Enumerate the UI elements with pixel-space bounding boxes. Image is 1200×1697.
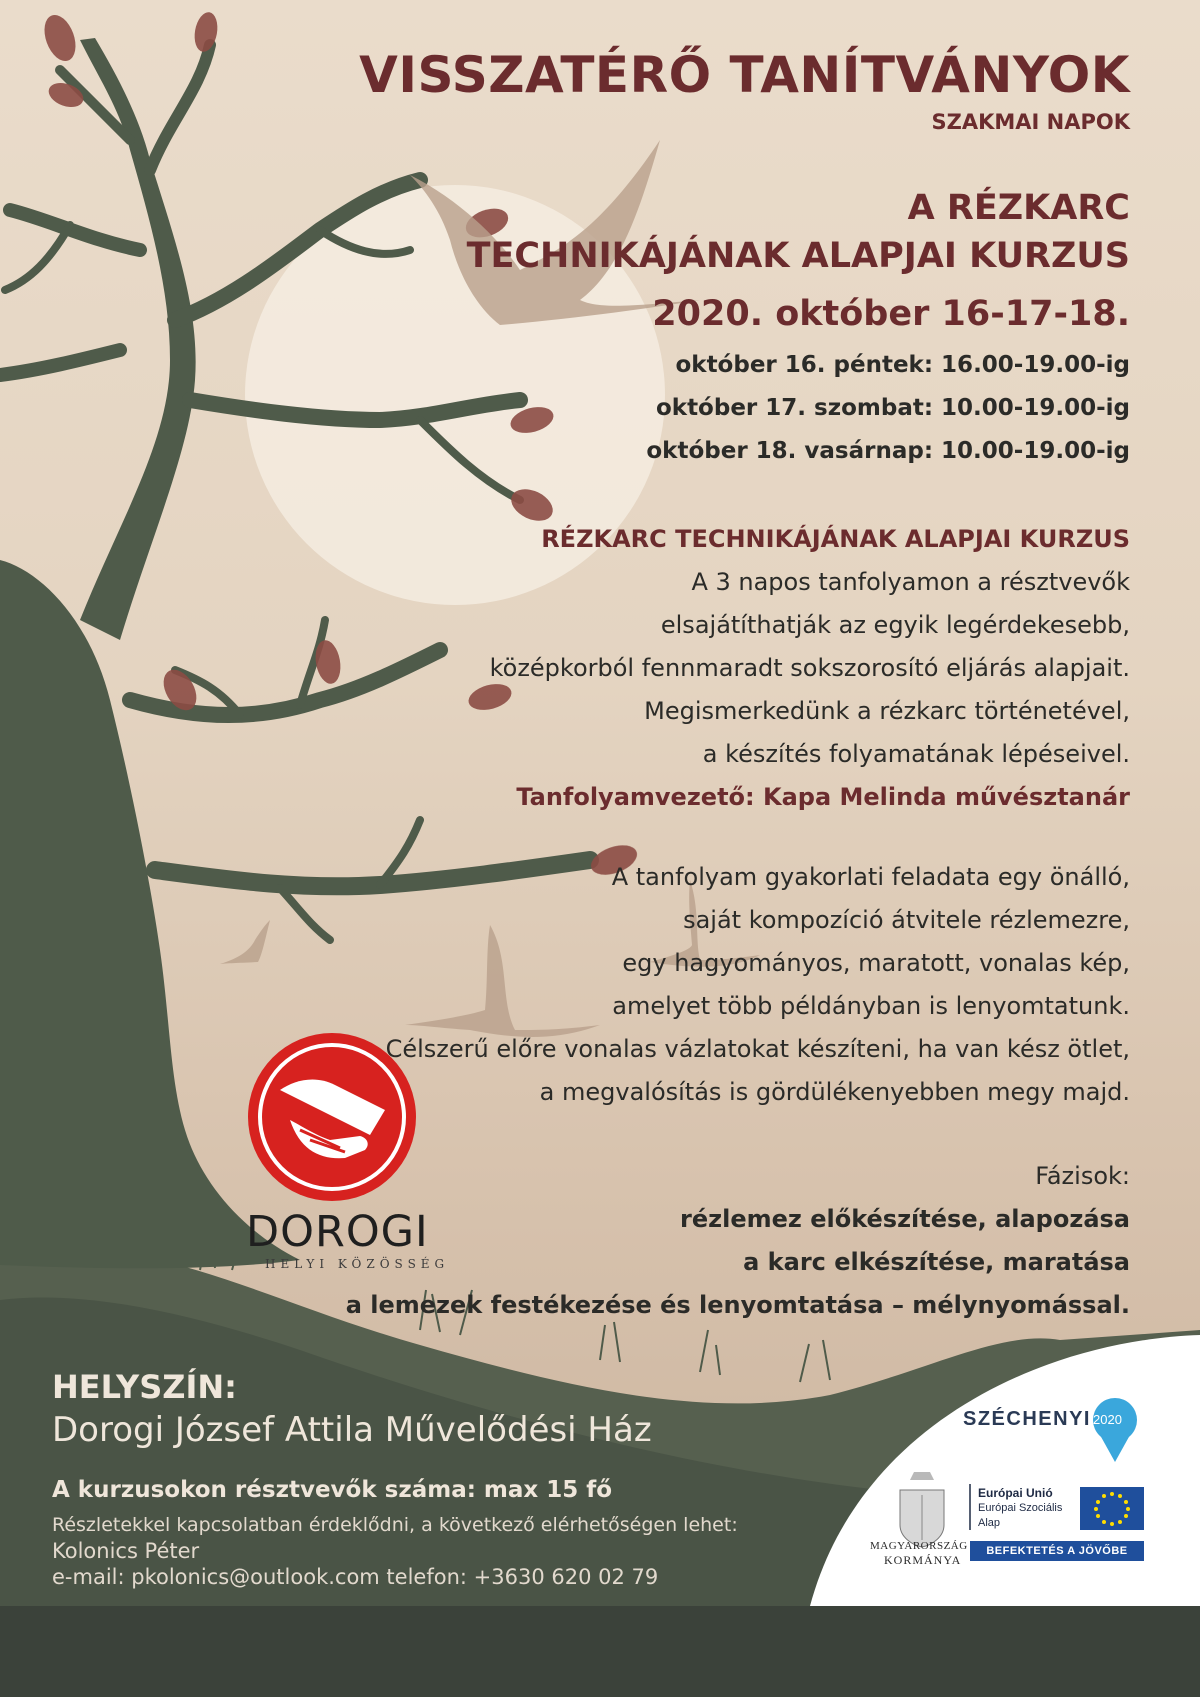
schedule-item: október 18. vasárnap: 10.00-19.00-ig [646,438,1130,464]
poster-title: VISSZATÉRŐ TANÍTVÁNYOK [359,46,1130,104]
phase-item: a lemezek festékezése és lenyomtatása – mélynyomással. [345,1291,1130,1319]
poster-subtitle: SZAKMAI NAPOK [931,110,1130,134]
task-line: amelyet több példányban is lenyomtatunk. [612,992,1130,1020]
description-line: A 3 napos tanfolyamon a résztvevők [691,568,1130,596]
contact-info [52,1512,738,1590]
phases-label: Fázisok: [1035,1162,1130,1190]
description-line: Megismerkedünk a rézkarc történetével, [644,697,1130,725]
contact-name: Kolonics Péter [52,1539,200,1563]
course-title-line: TECHNIKÁJÁNAK ALAPJAI KURZUS [466,236,1130,276]
task-line: Célszerű előre vonalas vázlatokat készíteni, ha van kész ötlet, [385,1035,1130,1063]
phases-list [346,1155,1130,1327]
task-line: saját kompozíció átvitele rézlemezre, [683,906,1130,934]
schedule-item: október 17. szombat: 10.00-19.00-ig [655,395,1130,421]
task-line: egy hagyományos, maratott, vonalas kép, [622,949,1130,977]
course-description [490,518,1130,819]
gov-line: KORMÁNYA [884,1553,962,1567]
task-description [386,856,1130,1114]
phase-item: a karc elkészítése, maratása [743,1248,1130,1276]
tree-trunk [0,560,300,1268]
course-teacher: Tanfolyamvezető: Kapa Melinda művésztanár [516,783,1130,811]
venue-name: Dorogi József Attila Művelődési Ház [52,1410,652,1450]
dorogi-logo-subtext: HELYI KÖZÖSSÉG [265,1257,450,1271]
description-line: elsajátíthatják az egyik legérdekesebb, [660,611,1130,639]
eu-flag-icon [1080,1487,1144,1530]
footer-band [0,1606,1200,1697]
task-line: a megvalósítás is gördülékenyebben megy majd. [539,1078,1130,1106]
description-line: középkorból fennmaradt sokszorosító eljárás alapjait. [489,654,1130,682]
venue-label: HELYSZÍN: [52,1368,237,1406]
szechenyi-year: 2020 [1093,1412,1122,1427]
dorogi-logo-text: DOROGI [246,1207,429,1257]
invest-banner: BEFEKTETÉS A JÖVŐBE [970,1541,1144,1561]
course-title-line: A RÉZKARC [907,188,1130,228]
eu-line: Európai Unió [978,1486,1053,1500]
course-title [467,184,1130,280]
contact-line: e-mail: pkolonics@outlook.com telefon: +3630 620 02 79 [52,1565,659,1589]
course-dates: 2020. október 16-17-18. [652,294,1130,334]
description-heading: RÉZKARC TECHNIKÁJÁNAK ALAPJAI KURZUS [541,525,1130,553]
phase-item: rézlemez előkészítése, alapozása [680,1205,1130,1233]
gov-line: MAGYARORSZÁG [870,1540,968,1552]
schedule-list [646,344,1130,473]
eu-line: Alap [978,1517,1001,1529]
description-line: a készítés folyamatának lépéseivel. [702,740,1130,768]
eu-line: Európai Szociális [978,1502,1063,1514]
szechenyi-text: SZÉCHENYI [963,1408,1091,1430]
task-line: A tanfolyam gyakorlati feladata egy önálló, [611,863,1130,891]
participants-info: A kurzusokon résztvevők száma: max 15 fő [52,1477,613,1503]
tree-branch-main [80,38,196,640]
contact-intro: Részletekkel kapcsolatban érdeklődni, a következő elérhetőségen lehet: [52,1514,738,1536]
schedule-item: október 16. péntek: 16.00-19.00-ig [675,352,1130,378]
